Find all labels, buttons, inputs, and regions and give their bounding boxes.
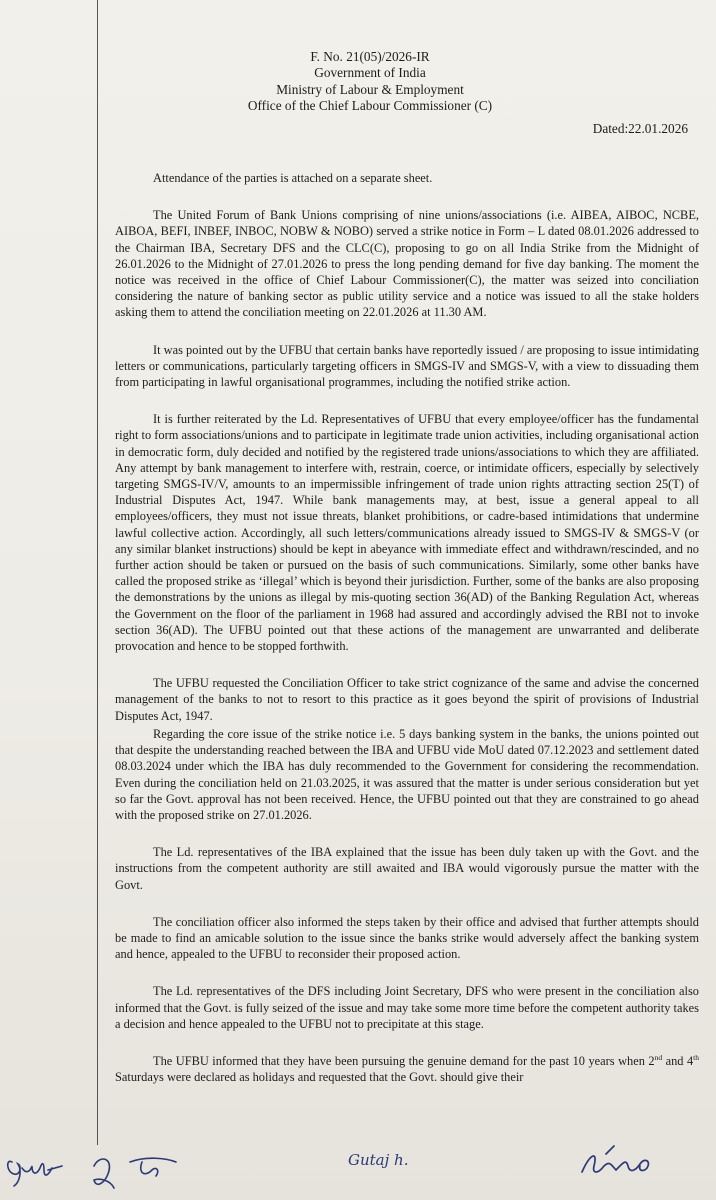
signature-1	[4, 1148, 64, 1192]
paragraph-intimidation: It was pointed out by the UFBU that certain banks have reportedly issued / are proposing to issue intimidating letters or communications, particularly targeting officers in SMGS-IV and SMGS-V, with a view to dissuading them from participating in lawful organisational programmes, including the notified strike action.	[115, 342, 699, 390]
paragraph-five-day-banking: Regarding the core issue of the strike notice i.e. 5 days banking system in the banks, the unions pointed out that despite the understanding reached between the IBA and UFBU vide MoU dated 07.12.2023 and settlement dated 08.03.2024 under which the IBA has duly recommended to the Government for considering the recommendation. Even during the conciliation held on 21.03.2025, it was assured that the matter is under serious consideration but yet so far the Govt. approval has not been received. Hence, the UFBU pointed out that they are constrained to go ahead with the proposed strike on 27.01.2026.	[115, 726, 699, 822]
paragraph-iba-explanation: The Ld. representatives of the IBA explained that the issue has been duly taken up with the Govt. and the instructions from the competent authority are still awaited and IBA would vigorously pursue the matter with the Govt.	[115, 845, 699, 892]
paragraph-ufbu-demand-part2: and 4	[662, 1053, 694, 1068]
file-number: F. No. 21(05)/2026-IR	[310, 49, 430, 64]
paragraph-conciliation-officer: The conciliation officer also informed the steps taken by their office and advised that further attempts should be made to find an amicable solution to the issue since the banks strike would adversely affect the banking system and hence, appealed to the UFBU to reconsider their proposed action.	[115, 914, 699, 962]
signature-2	[84, 1144, 184, 1198]
paragraph-attendance: Attendance of the parties is attached on a separate sheet.	[153, 171, 433, 185]
signature-4	[576, 1140, 660, 1186]
office-line: Office of the Chief Labour Commissioner (C)	[247, 98, 493, 114]
paragraph-cognizance-request: The UFBU requested the Conciliation Officer to take strict cognizance of the same and advise the concerned management of the banks to not to resort to this practice as it goes beyond the spirit of provisions of Industrial Disputes Act, 1947.	[115, 676, 699, 723]
document-date: Dated:22.01.2026	[592, 121, 688, 136]
signature-strip	[0, 1140, 716, 1200]
paragraph-trade-union-rights: It is further reiterated by the Ld. Representatives of UFBU that every employee/officer has the fundamental right to form associations/unions and to participate in legitimate trade union activities, including organisational action in democratic form, duly decided and notified by the registered trade unions/associations to which they are affiliated. Any attempt by bank management to interfere with, restrain, coerce, or intimidate officers, especially by selectively targeting SMGS-IV/V, amounts to an impermissible infringement of trade union rights attracting section 25(T) of Industrial Disputes Act, 1947. While bank managements may, at best, issue a general appeal to all employees/officers, they must not issue threats, blanket prohibitions, or cadre-based intimidations that undermine lawful collective action. Accordingly, all such letters/communications already issued to SMGS-IV & SMGS-V (or any similar blanket instructions) should be kept in abeyance with immediate effect and withdrawn/rescinded, and no further action should be taken or pursued on the basis of such communications. Similarly, some other banks have called the proposed strike as ‘illegal’ which is beyond their jurisdiction. Further, some of the banks are also proposing the demonstrations by the unions as illegal by mis-quoting section 36(AD) of the Banking Regulation Act, whereas the Government on the floor of the parliament in 1968 had assured and accordingly advised the RBI not to invoke section 36(AD). The UFBU pointed out that these actions of the management are unwarranted and deliberate provocation and hence to be stopped forthwith.	[115, 412, 699, 654]
document-body	[115, 170, 699, 1085]
paragraph-strike-notice: The United Forum of Bank Unions comprising of nine unions/associations (i.e. AIBEA, AIBOC, NCBE, AIBOA, BEFI, INBEF, INBOC, NOBW & NOBO) served a strike notice in Form – L dated 08.01.2026 addressed to the Chairman IBA, Secretary DFS and the CLC(C), proposing to go on all India Strike from the Midnight of 26.01.2026 to the Midnight of 27.01.2026 to press the long pending demand for five day banking. The moment the notice was received in the office of Chief Labour Commissioner(C), the matter was seized into conciliation considering the nature of banking sector as public utility service and a notice was issued to all the stake holders asking them to attend the conciliation meeting on 22.01.2026 at 11.30 AM.	[115, 208, 699, 320]
ordinal-suffix-th: th	[693, 1052, 699, 1062]
ordinal-suffix-nd: nd	[654, 1052, 663, 1062]
paragraph-dfs-representatives: The Ld. representatives of the DFS including Joint Secretary, DFS who were present in the conciliation also informed that the Govt. is fully seized of the issue and may take some more time before the competent authority takes a decision and hence appealed to the UFBU not to precipitate at this stage.	[115, 984, 699, 1031]
signature-3: Gutaj h.	[348, 1151, 409, 1169]
government-line: Government of India	[314, 65, 426, 81]
paragraph-ufbu-demand	[115, 1053, 699, 1085]
paragraph-ufbu-demand-part3: Saturdays were declared as holidays and requested that the Govt. should give their	[115, 1070, 524, 1085]
ministry-line: Ministry of Labour & Employment	[276, 81, 464, 97]
paragraph-ufbu-demand-part1: The UFBU informed that they have been pursuing the genuine demand for the past 10 years when 2	[153, 1053, 655, 1068]
margin-line	[97, 0, 98, 1145]
letterhead	[240, 49, 500, 115]
